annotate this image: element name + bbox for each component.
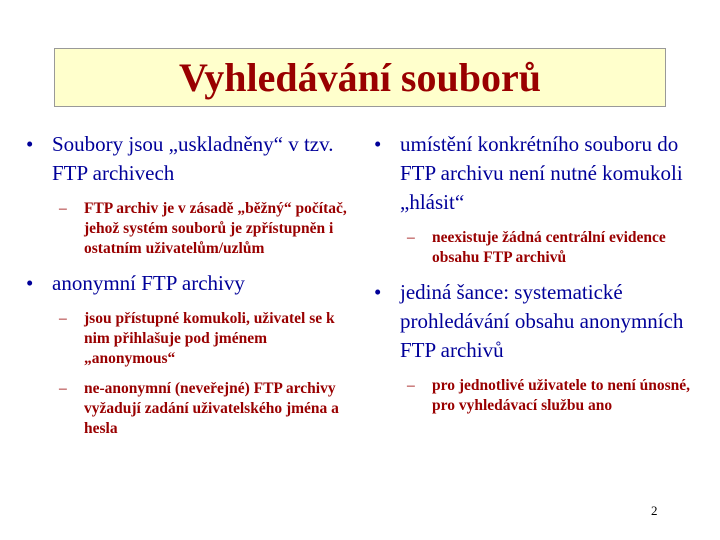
sub-item-non-anonymous-access [22, 379, 352, 439]
bullet-icon: • [26, 271, 34, 295]
left-column [22, 130, 352, 449]
bullet-item-ftp-storage [22, 130, 352, 188]
dash-icon: – [59, 200, 67, 217]
bullet-text: Soubory jsou „uskladněny“ v tzv. FTP archivech [52, 132, 334, 185]
dash-icon: – [59, 310, 67, 327]
bullet-text: jediná šance: systematické prohledávání obsahu anonymních FTP archivů [400, 280, 684, 362]
sub-item-text: FTP archiv je v zásadě „běžný“ počítač, jehož systém souborů je zpřístupněn i ostatním uživatelům/uzlům [84, 200, 347, 257]
sub-item-no-central-registry [370, 228, 700, 268]
sub-item-ftp-archive-definition [22, 199, 352, 259]
bullet-item-anonymous-ftp [22, 269, 352, 298]
bullet-item-file-placement [370, 130, 700, 217]
bullet-text: anonymní FTP archivy [52, 271, 245, 295]
dash-icon: – [407, 377, 415, 394]
bullet-icon: • [26, 132, 34, 156]
sub-item-text: jsou přístupné komukoli, uživatel se k nim přihlašuje pod jménem „anonymous“ [84, 310, 335, 367]
bullet-icon: • [374, 280, 382, 304]
right-column [370, 130, 700, 426]
title-box [54, 48, 666, 107]
dash-icon: – [59, 380, 67, 397]
sub-item-text: pro jednotlivé uživatele to není únosné, pro vyhledávací službu ano [432, 377, 691, 414]
bullet-text: umístění konkrétního souboru do FTP archivu není nutné komukoli „hlásit“ [400, 132, 683, 214]
bullet-icon: • [374, 132, 382, 156]
slide-title: Vyhledávání souborů [179, 54, 541, 100]
sub-item-search-service [370, 376, 700, 416]
sub-item-text: neexistuje žádná centrální evidence obsahu FTP archivů [432, 229, 666, 266]
page-number: 2 [651, 503, 658, 518]
dash-icon: – [407, 229, 415, 246]
bullet-item-systematic-search [370, 278, 700, 365]
sub-item-text: ne-anonymní (neveřejné) FTP archivy vyžadují zadání uživatelského jména a hesla [84, 380, 339, 437]
sub-item-anonymous-access [22, 309, 352, 369]
